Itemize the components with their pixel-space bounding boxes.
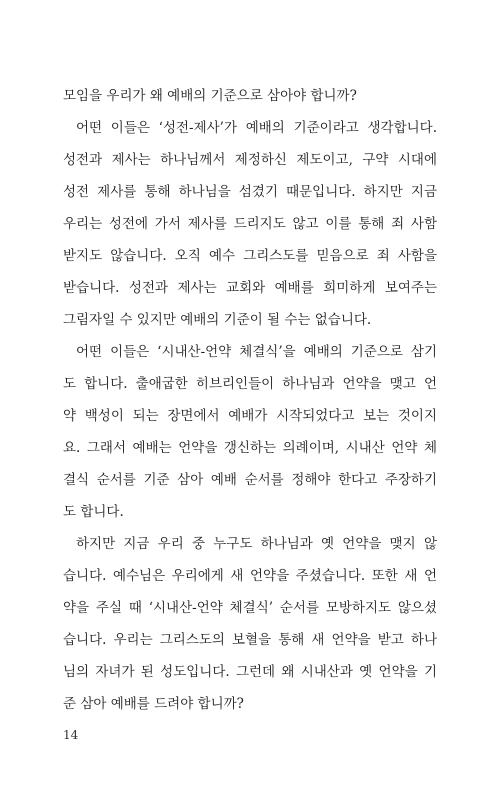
text-line: 성전과 제사는 하나님께서 제정하신 제도이고, 구약 시대에 [63, 152, 437, 168]
text-line: 준 삼아 예배를 드려야 합니까? [63, 696, 244, 712]
text-line: 결식 순서를 기준 삼아 예배 순서를 정해야 한다고 주장하기 [63, 472, 437, 488]
text-line: 받지도 않습니다. 오직 예수 그리스도를 믿음으로 죄 사함을 [63, 248, 437, 264]
text-line: 약 백성이 되는 장면에서 예배가 시작되었다고 보는 것이지 [63, 408, 437, 424]
text-line: 도 합니다. [63, 504, 124, 520]
text-line: 습니다. 우리는 그리스도의 보혈을 통해 새 언약을 받고 하나 [63, 632, 437, 648]
text-line: 우리는 성전에 가서 제사를 드리지도 않고 이를 통해 죄 사함 [63, 216, 437, 232]
page-number: 14 [63, 728, 79, 742]
text-line: 님의 자녀가 된 성도입니다. 그런데 왜 시내산과 옛 언약을 기 [63, 664, 437, 680]
text-line: 어떤 이들은 ‘시내산-언약 체결식’을 예배의 기준으로 삼기 [76, 344, 437, 360]
paragraph-1 [63, 80, 437, 112]
text-line: 그림자일 수 있지만 예배의 기준이 될 수는 없습니다. [63, 312, 372, 328]
text-line: 성전 제사를 통해 하나님을 섬겼기 때문입니다. 하지만 지금 [63, 184, 437, 200]
text-line: 약을 주실 때 ‘시내산-언약 체결식’ 순서를 모방하지도 않으셨 [63, 600, 437, 616]
text-line: 도 합니다. 출애굽한 히브리인들이 하나님과 언약을 맺고 언 [63, 376, 437, 392]
text-line: 받습니다. 성전과 제사는 교회와 예배를 희미하게 보여주는 [63, 280, 437, 296]
paragraph-3 [63, 336, 437, 528]
page-body [63, 80, 437, 720]
paragraph-4 [63, 528, 437, 720]
text-line: 모임을 우리가 왜 예배의 기준으로 삼아야 합니까? [63, 88, 357, 104]
text-line: 어떤 이들은 ‘성전-제사’가 예배의 기준이라고 생각합니다. [76, 120, 437, 136]
text-line: 습니다. 예수님은 우리에게 새 언약을 주셨습니다. 또한 새 언 [63, 568, 437, 584]
text-line: 하지만 지금 우리 중 누구도 하나님과 옛 언약을 맺지 않 [76, 536, 437, 552]
text-line: 요. 그래서 예배는 언약을 갱신하는 의례이며, 시내산 언약 체 [63, 440, 437, 456]
paragraph-2 [63, 112, 437, 336]
